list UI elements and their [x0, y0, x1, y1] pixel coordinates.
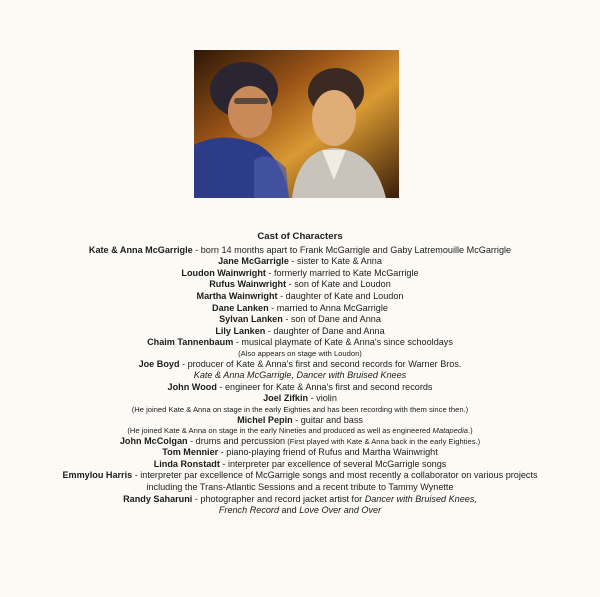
cast-entry: Sylvan Lanken - son of Dane and Anna	[219, 314, 381, 325]
entry-note: (Also appears on stage with Loudon)	[238, 348, 362, 358]
entry-name: Joe Boyd	[138, 358, 180, 369]
entry-name: Lily Lanken	[215, 325, 266, 336]
cast-of-characters	[40, 231, 560, 517]
cast-entry: Michel Pepin - guitar and bass	[237, 414, 363, 425]
entry-name: Martha Wainwright	[196, 290, 278, 301]
section-heading: Cast of Characters	[257, 231, 343, 242]
cast-entry: Loudon Wainwright - formerly married to Kate McGarrigle	[181, 267, 419, 278]
cast-entry: John Wood - engineer for Kate & Anna's first and second records	[167, 381, 433, 392]
entry-album-titles: Kate & Anna McGarrigle, Dancer with Bruised Knees	[193, 370, 407, 381]
cast-entry: Linda Ronstadt - interpreter par excellence of several McGarrigle songs	[153, 458, 447, 469]
cast-entry: Martha Wainwright - daughter of Kate and Loudon	[196, 290, 404, 301]
entry-name: Emmylou Harris	[62, 470, 133, 481]
entry-note: (He joined Kate & Anna on stage in the early Eighties and has been recording with them since then.)	[131, 404, 469, 414]
entry-name: Loudon Wainwright	[181, 267, 266, 278]
cast-entry: Randy Saharuni - photographer and record jacket artist for Dancer with Bruised Knees,	[123, 493, 477, 504]
cast-entry: Kate & Anna McGarrigle - born 14 months apart to Frank McGarrigle and Gaby Latremouille McGarrigle	[88, 244, 512, 255]
cast-entry: Chaim Tannenbaum - musical playmate of Kate & Anna's since schooldays	[147, 337, 453, 348]
entry-album-titles: French Record and Love Over and Over	[218, 505, 382, 516]
cast-entry: Tom Mennier - piano-playing friend of Rufus and Martha Wainwright	[162, 447, 438, 458]
entry-name: Kate & Anna McGarrigle	[88, 244, 193, 255]
entry-name: John Wood	[167, 381, 217, 392]
entry-name: Linda Ronstadt	[153, 458, 220, 469]
cast-entry: Emmylou Harris - interpreter par excellence of McGarrigle songs and most recently a collaborator on various projects including the Trans-Atlantic Sessions and a recent tribute to Tammy Wynette	[62, 470, 538, 493]
entry-name: Sylvan Lanken	[219, 314, 283, 325]
entry-name: Rufus Wainwright	[209, 279, 287, 290]
entry-name: Jane McGarrigle	[218, 256, 289, 267]
entry-name: Joel Zifkin	[263, 393, 309, 404]
cast-entry: Jane McGarrigle - sister to Kate & Anna	[218, 256, 382, 267]
entry-name: Dane Lanken	[212, 302, 269, 313]
cast-entry: Rufus Wainwright - son of Kate and Loudon	[209, 279, 391, 290]
cast-entry: Lily Lanken - daughter of Dane and Anna	[215, 325, 385, 336]
entry-name: Randy Saharuni	[123, 493, 193, 504]
entry-name: Tom Mennier	[162, 447, 219, 458]
cast-entry: Joel Zifkin - violin	[263, 393, 337, 404]
cast-entry: John McColgan - drums and percussion (First played with Kate & Anna back in the early Eighties.)	[119, 435, 481, 446]
entry-name: Chaim Tannenbaum	[147, 337, 234, 348]
cast-entry: Dane Lanken - married to Anna McGarrigle	[212, 302, 388, 313]
entry-note: (He joined Kate & Anna on stage in the early Nineties and produced as well as engineered Matapedia.)	[127, 426, 473, 436]
entry-name: John McColgan	[119, 435, 188, 446]
cast-entry: Joe Boyd - producer of Kate & Anna's first and second records for Warner Bros.	[138, 358, 462, 369]
cover-photo	[194, 50, 399, 198]
entry-name: Michel Pepin	[237, 414, 293, 425]
